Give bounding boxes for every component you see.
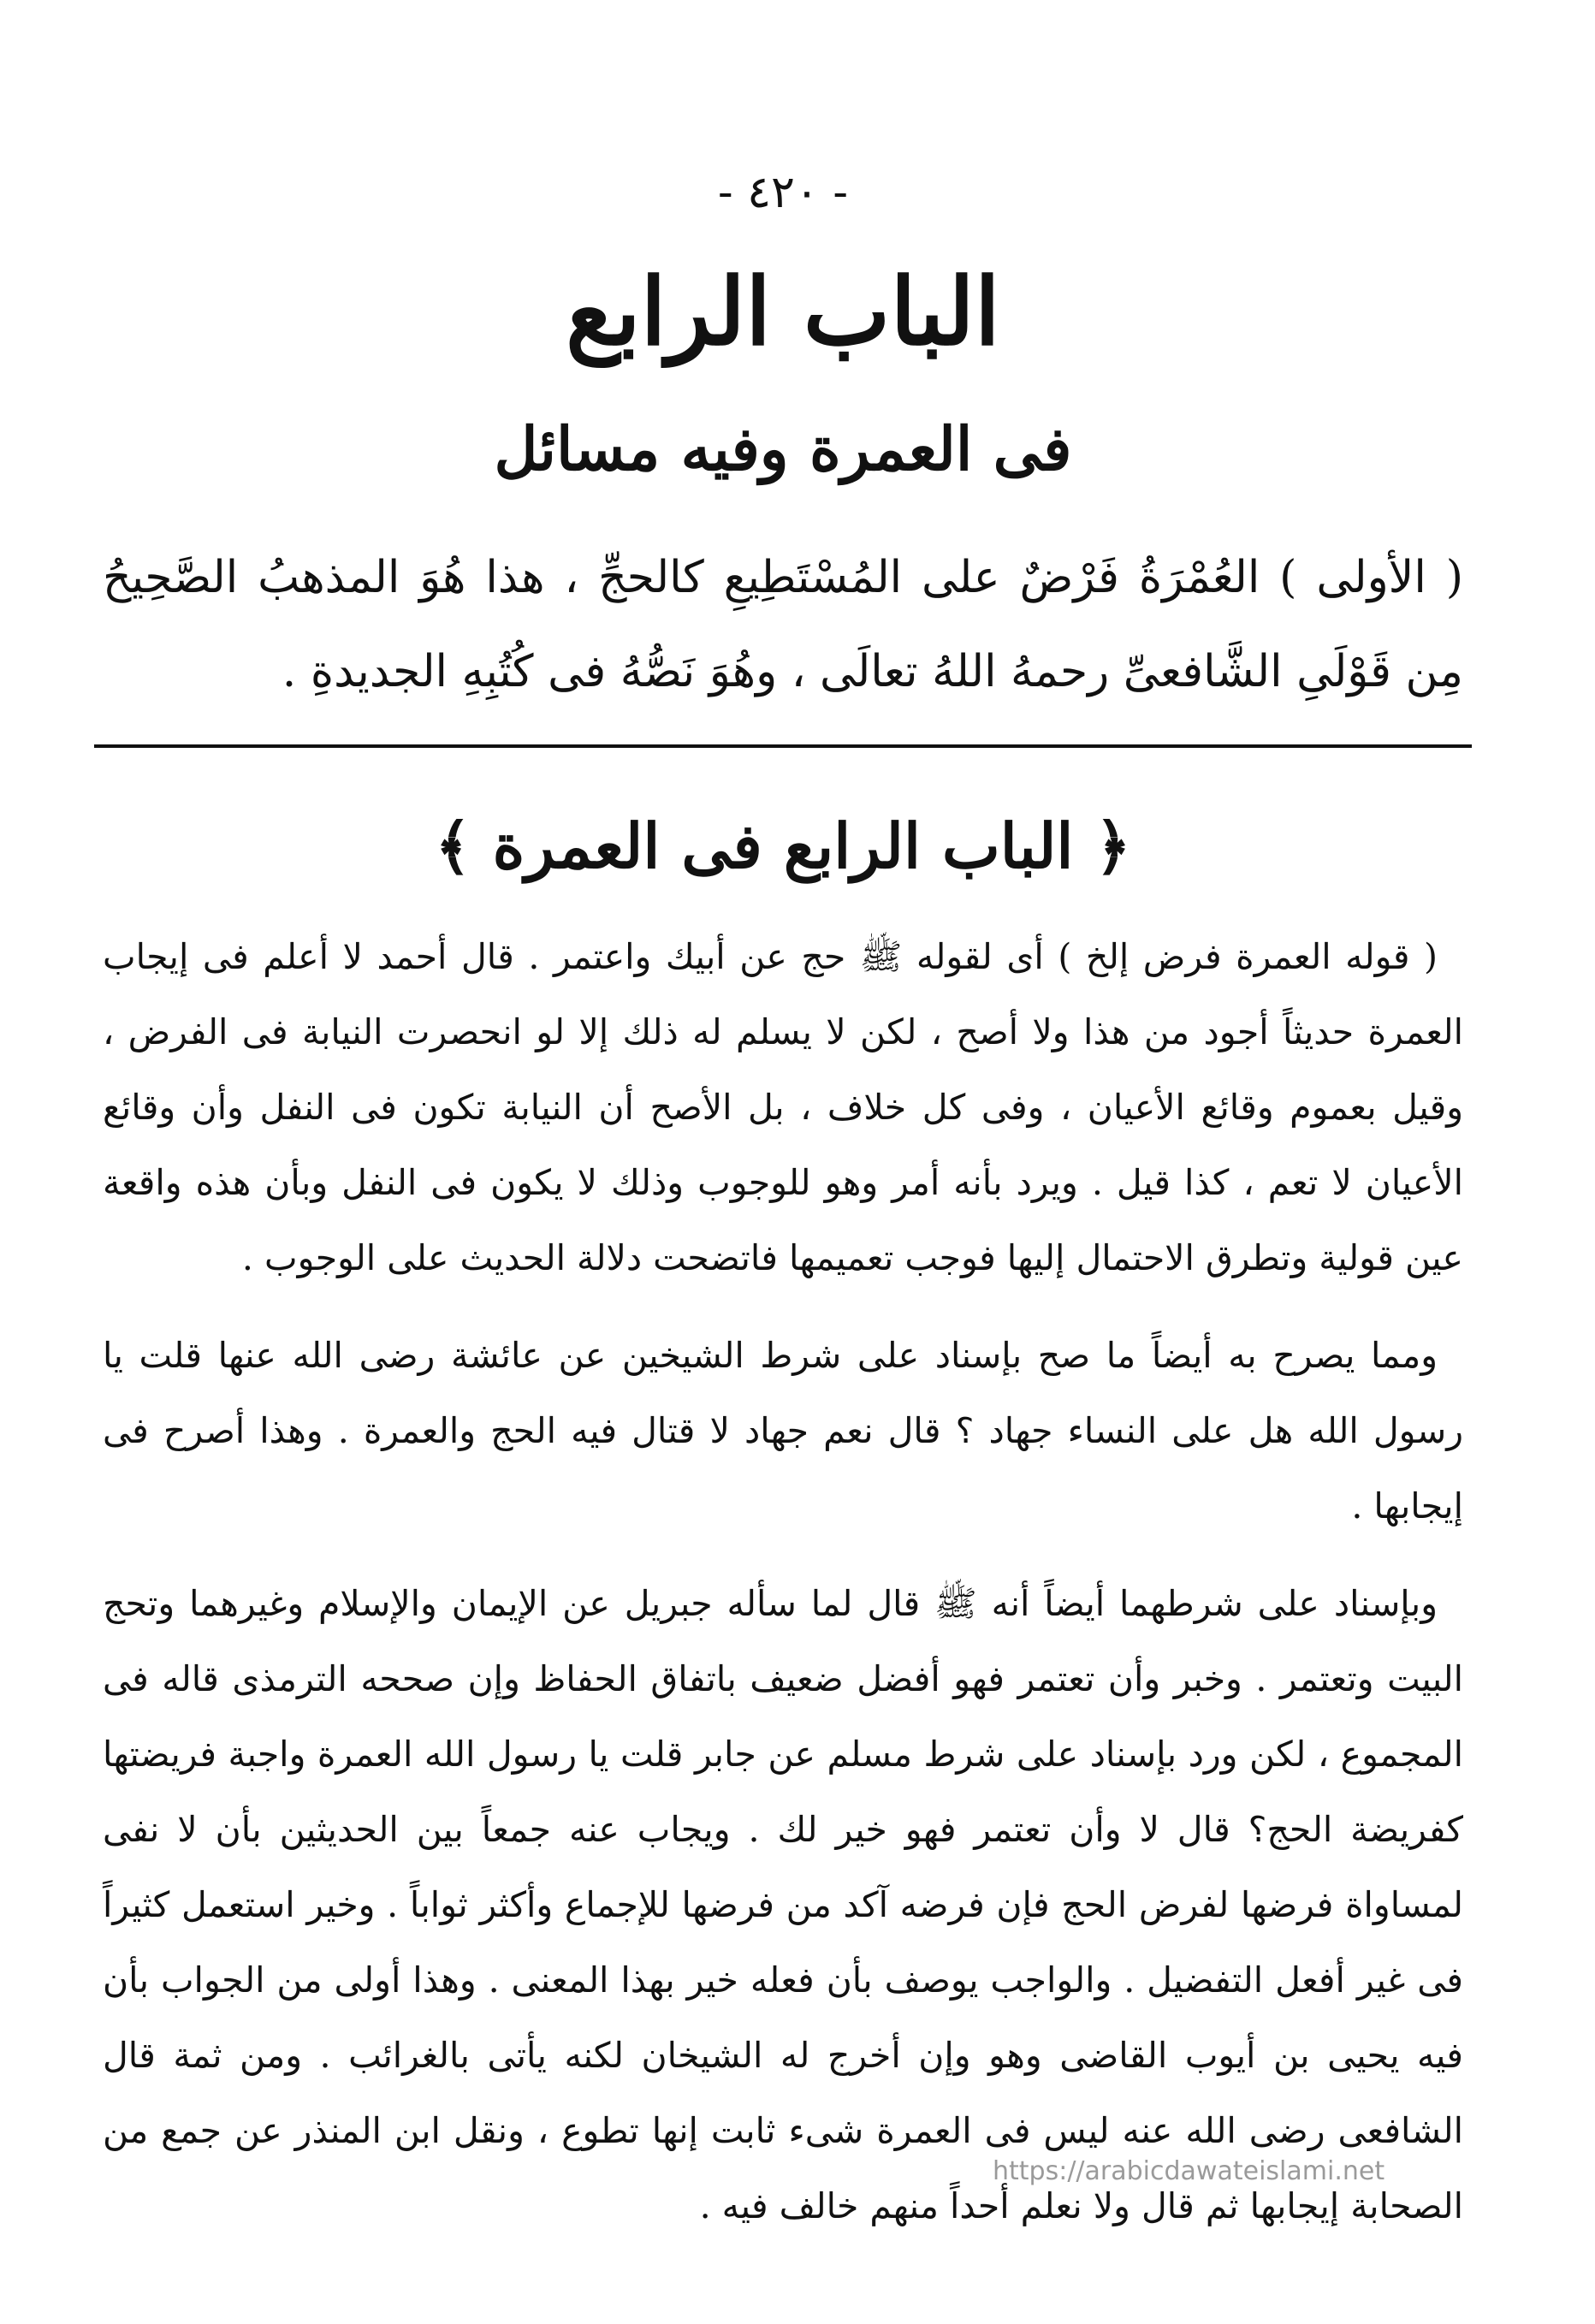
chapter-subtitle: فى العمرة وفيه مسائل [494, 413, 1072, 484]
chapter-title: الباب الرابع [566, 258, 1000, 366]
commentary-paragraph: ( قوله العمرة فرض إلخ ) أى لقوله ﷺ حج عن أبيك واعتمر . قال أحمد لا أعلم فى إيجاب العمرة حديثاً أجود من هذا ولا أصح ، لكن لا يسلم له ذلك إلا لو انحصرت النيابة فى الفرض ، وقيل بعموم وقائع الأعيان ، وفى كل خلاف ، بل الأصح أن النيابة تكون فى النفل وأن وقائع الأعيان لا تعم ، كذا قيل . ويرد بأنه أمر وهو للوجوب وذلك لا يكون فى النفل وبأن هذه واقعة عين قولية وتطرق الاحتمال إليها فوجب تعميمها فاتضحت دلالة الحديث على الوجوب . [103, 936, 1463, 1278]
main-text: ( الأولى ) العُمْرَةُ فَرْضٌ على المُسْتَطِيعِ كالحجِّ ، هذا هُوَ المذهبُ الصَّحِيحُ مِن قَوْلَىِ الشَّافعىِّ رحمهُ اللهُ تعالَى ، وهُوَ نَصُّهُ فى كُتُبِهِ الجديدةِ . [103, 552, 1463, 697]
commentary-paragraph: ومما يصرح به أيضاً ما صح بإسناد على شرط الشيخين عن عائشة رضى الله عنها قلت يا رسول الله هل على النساء جهاد ؟ قال نعم جهاد لا قتال فيه الحج والعمرة . وهذا أصرح فى إيجابها . [103, 1335, 1463, 1527]
book-page [94, 154, 1472, 2259]
watermark: https://arabicdawateislami.net [993, 2156, 1385, 2186]
commentary-paragraph: وبإسناد على شرطهما أيضاً أنه ﷺ قال لما سأله جبريل عن الإيمان والإسلام وغيرهما وتحج البيت وتعتمر . وخبر وأن تعتمر فهو أفضل ضعيف باتفاق الحفاظ وإن صححه الترمذى قاله فى المجموع ، لكن ورد بإسناد على شرط مسلم عن جابر قلت يا رسول الله العمرة واجبة فريضتها كفريضة الحج؟ قال لا وأن تعتمر فهو خير لك . ويجاب عنه جمعاً بين الحديثين بأن لا نفى لمساواة فرضها لفرض الحج فإن فرضه آكد من فرضها للإجماع وأكثر ثواباً . وخير استعمل كثيراً فى غير أفعل التفضيل . والواجب يوصف بأن فعله خير بهذا المعنى . وهذا أولى من الجواب بأن فيه يحيى بن أيوب القاضى وهو وإن أخرج له الشيخان لكنه يأتى بالغرائب . ومن ثمة قال الشافعى رضى الله عنه ليس فى العمرة شىء ثابت إنها تطوع ، ونقل ابن المنذر عن جمع من الصحابة إيجابها ثم قال ولا نعلم أحداً منهم خالف فيه . [103, 1583, 1463, 2226]
section-divider [94, 744, 1472, 748]
page-number: - ٤٢٠ - [717, 167, 848, 218]
commentary-title: ﴿ الباب الرابع فى العمرة ﴾ [435, 809, 1131, 882]
